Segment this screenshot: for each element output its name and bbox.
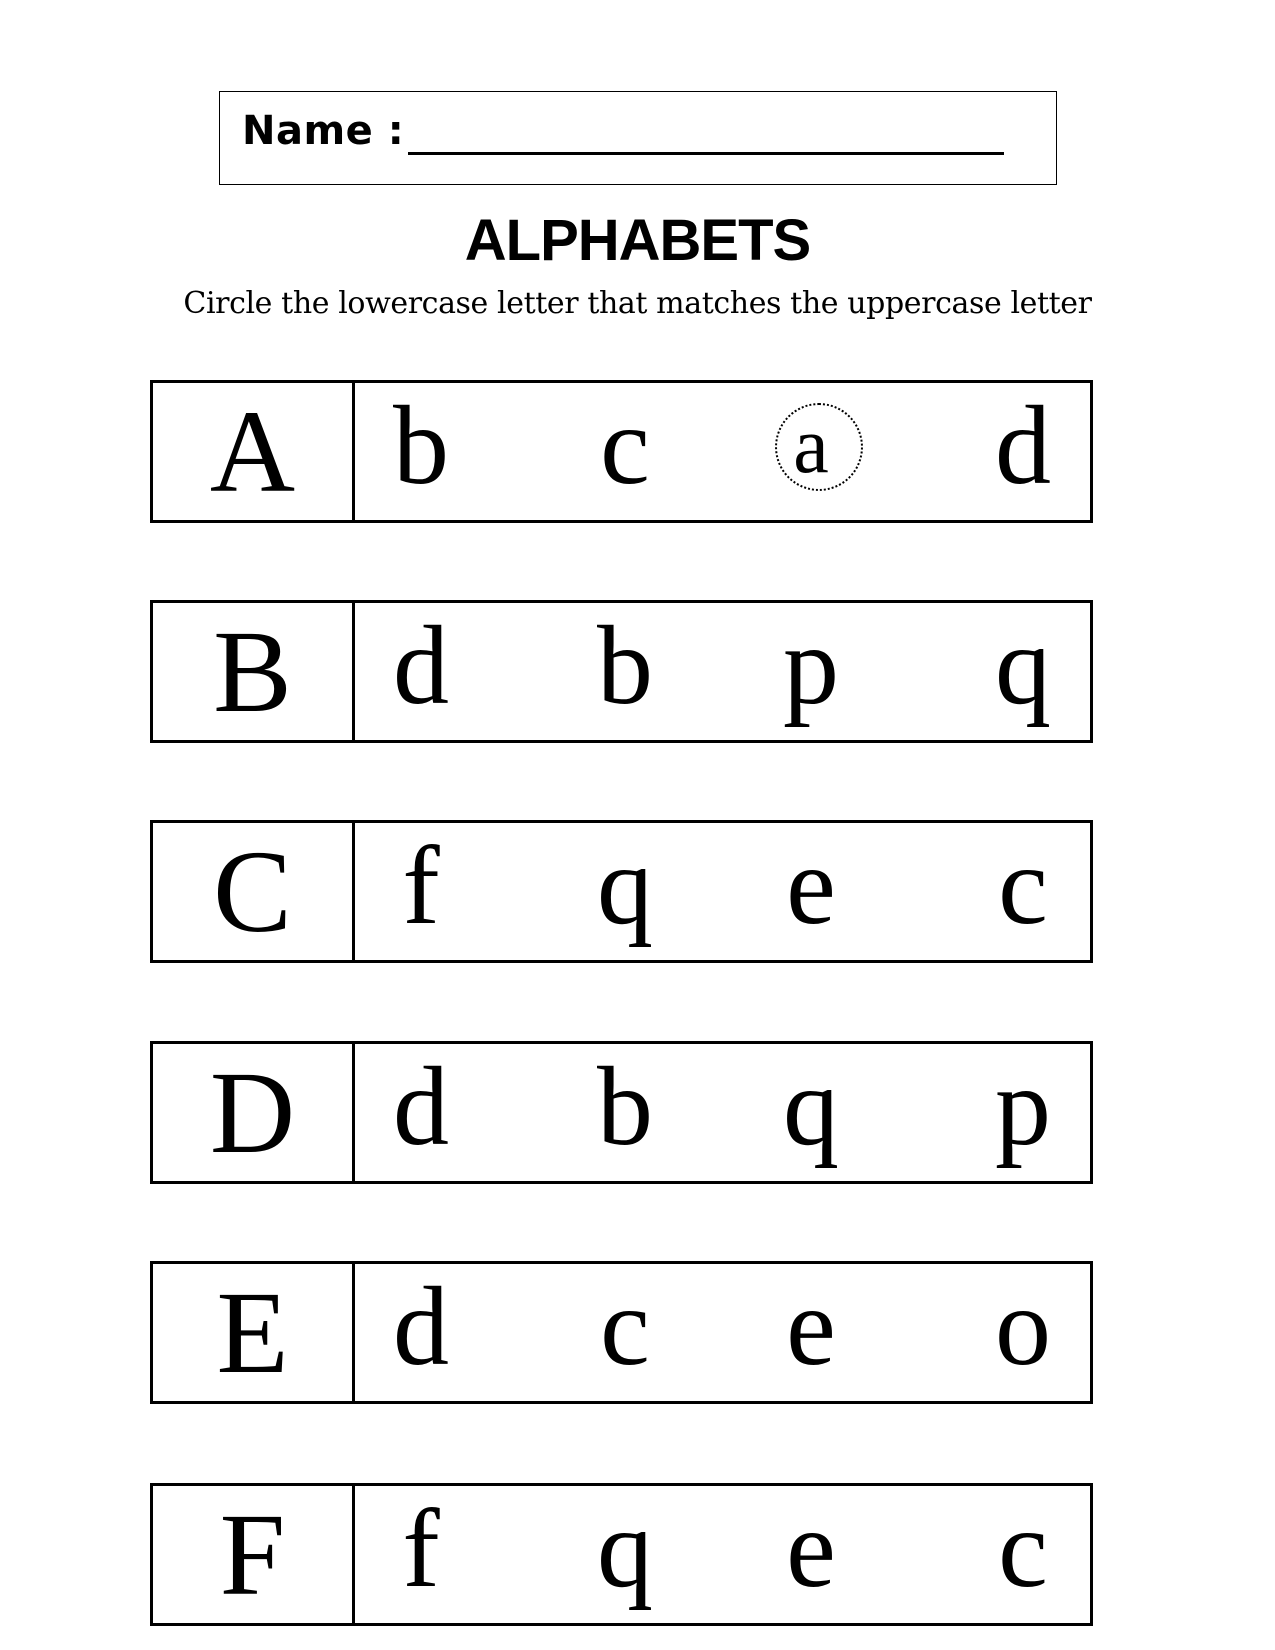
name-write-line[interactable] [408,152,1004,155]
lowercase-option[interactable]: c [600,1264,650,1389]
lowercase-option[interactable]: b [597,1044,653,1169]
uppercase-letter: E [153,1264,355,1401]
lowercase-option[interactable]: o [995,1264,1051,1389]
uppercase-letter: D [153,1044,355,1181]
lowercase-option[interactable]: e [786,1486,836,1611]
lowercase-option[interactable]: e [786,823,836,948]
uppercase-letter: B [153,603,355,740]
lowercase-option[interactable]: c [998,1486,1048,1611]
lowercase-option[interactable]: q [597,823,653,948]
lowercase-option[interactable]: b [393,383,449,508]
uppercase-letter: C [153,823,355,960]
lowercase-option[interactable]: c [998,823,1048,948]
letter-row-d [150,1041,1093,1184]
name-label: Name : [242,108,405,154]
letter-row-b [150,600,1093,743]
letter-row-f [150,1483,1093,1626]
uppercase-letter: A [153,383,355,520]
instruction-text: Circle the lowercase letter that matches the uppercase letter [183,286,1092,321]
lowercase-option[interactable]: p [995,1044,1051,1169]
lowercase-option[interactable]: b [597,603,653,728]
letter-row-c [150,820,1093,963]
lowercase-option[interactable]: q [783,1044,839,1169]
uppercase-letter: F [153,1486,355,1623]
lowercase-option[interactable]: p [783,603,839,728]
lowercase-option[interactable]: d [393,1264,449,1389]
letter-row-e [150,1261,1093,1404]
lowercase-option[interactable]: f [402,823,440,948]
name-box [219,91,1057,185]
lowercase-option[interactable]: d [393,1044,449,1169]
page-title: ALPHABETS [464,208,811,273]
lowercase-option[interactable]: q [995,603,1051,728]
lowercase-option-circled[interactable]: a [793,401,829,490]
letter-row-a [150,380,1093,523]
lowercase-option[interactable]: c [600,383,650,508]
lowercase-option[interactable]: q [597,1486,653,1611]
lowercase-option[interactable]: d [393,603,449,728]
lowercase-option[interactable]: e [786,1264,836,1389]
lowercase-option[interactable]: f [402,1486,440,1611]
lowercase-option[interactable]: d [995,383,1051,508]
